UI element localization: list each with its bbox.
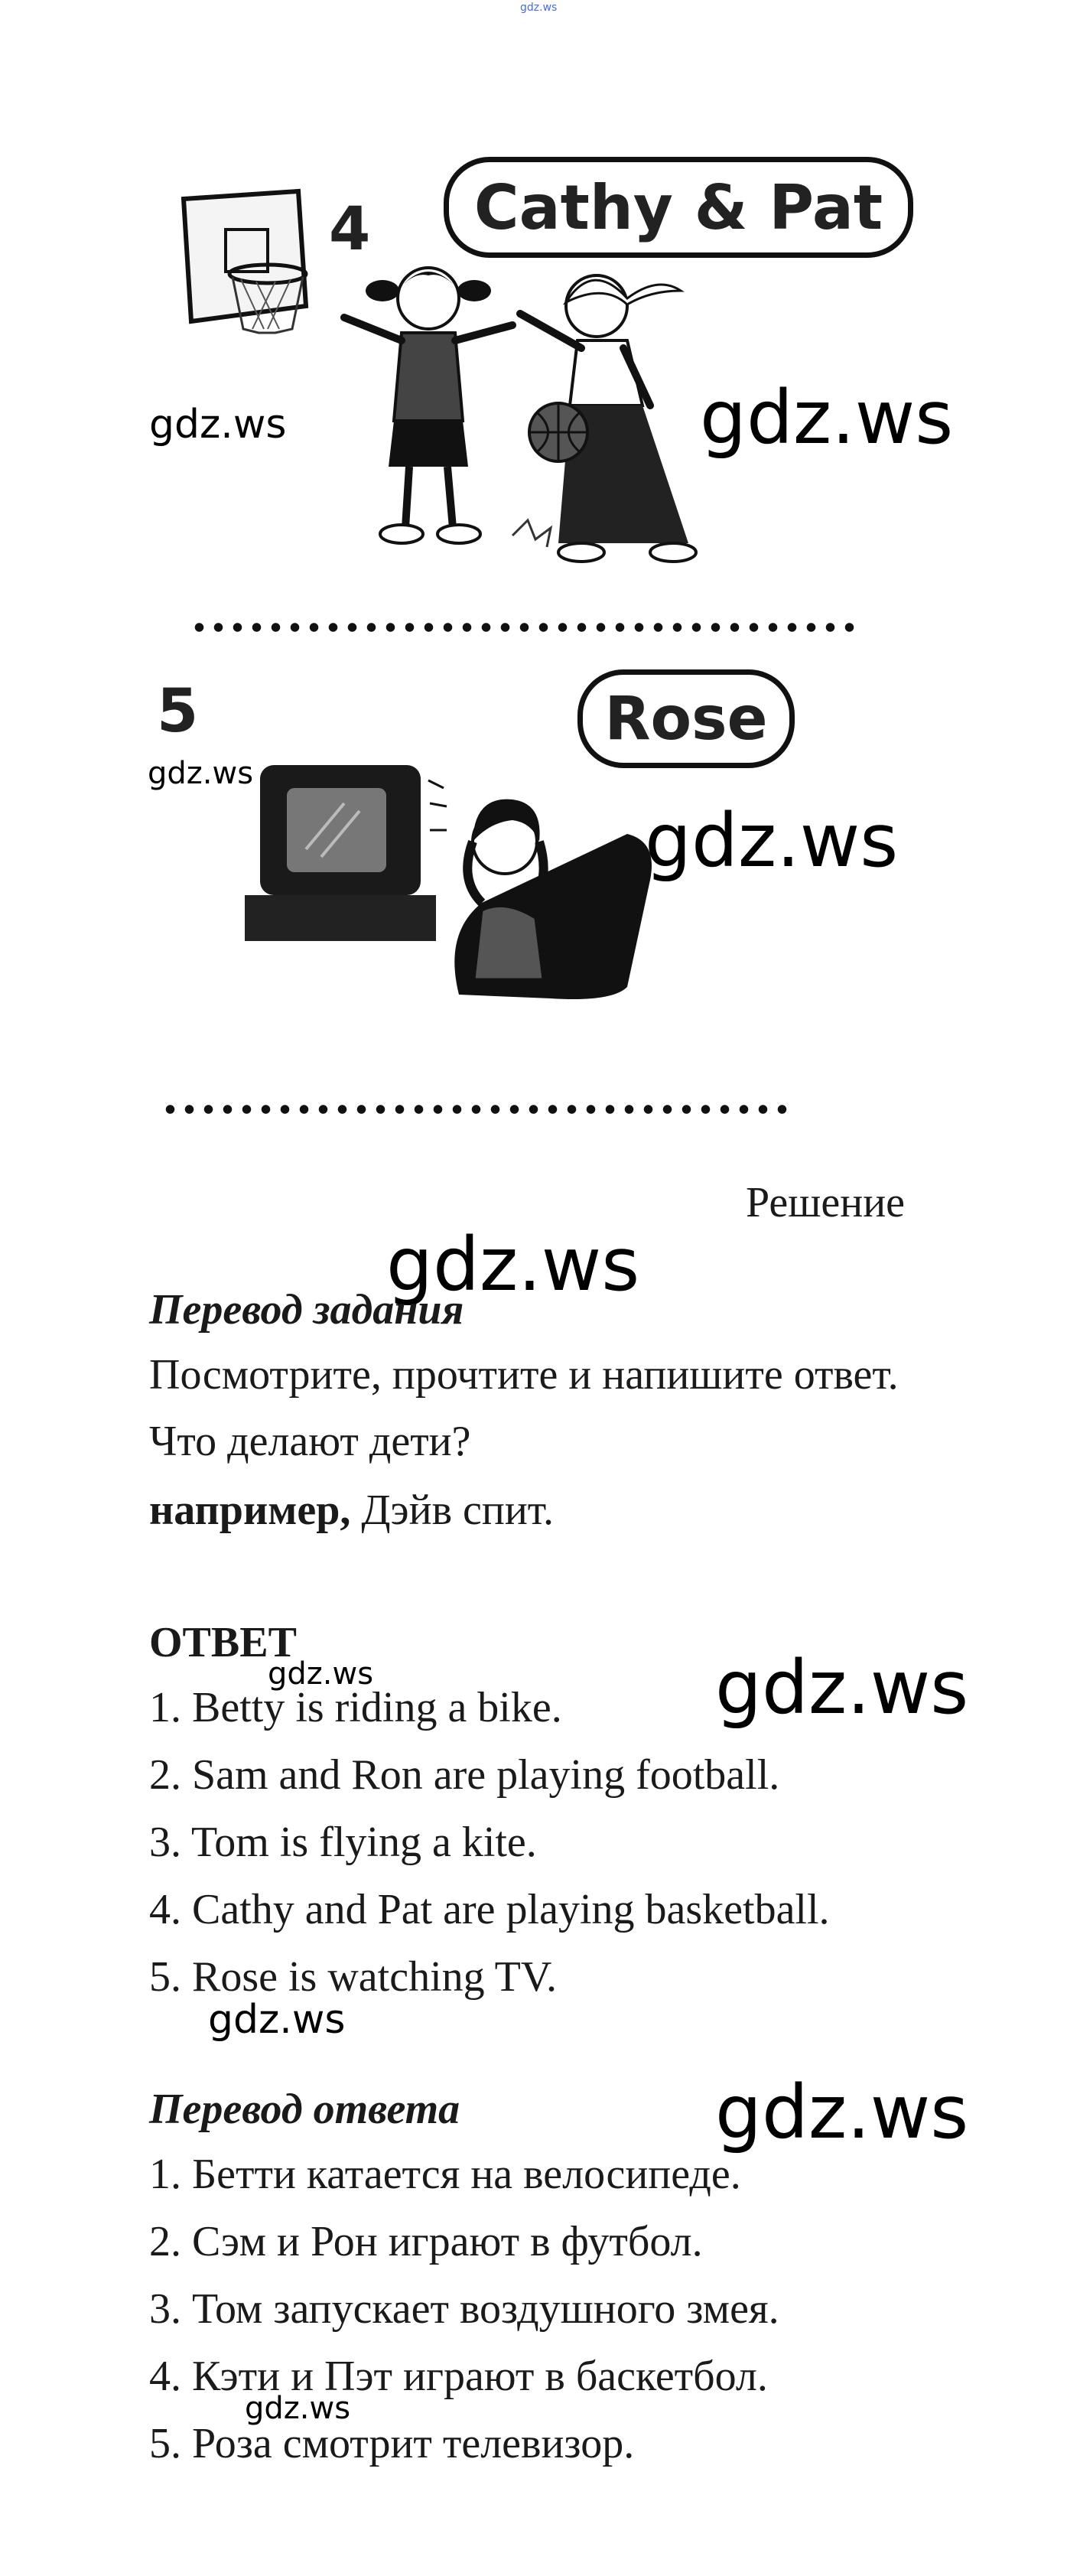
example-text: Дэйв спит.	[350, 1487, 555, 1534]
answer-2: 2. Sam and Ron are playing football.	[149, 1751, 780, 1799]
answer-5: 5. Rose is watching TV.	[149, 1953, 558, 2001]
answer-blank-5	[161, 1104, 795, 1115]
item-4-name: Cathy & Pat	[473, 171, 883, 243]
watermark: gdz.ws	[245, 2391, 351, 2426]
task-example	[149, 1486, 554, 1535]
watermark: gdz.ws	[268, 1656, 374, 1692]
watermark: gdz.ws	[208, 1997, 346, 2043]
task-line-2: Что делают дети?	[149, 1418, 471, 1465]
top-watermark: gdz.ws	[520, 2, 558, 14]
watermark: gdz.ws	[148, 756, 254, 791]
watermark: gdz.ws	[715, 1645, 969, 1731]
answer-translation-1: 1. Бетти катается на велосипеде.	[149, 2151, 741, 2198]
watermark: gdz.ws	[386, 1222, 640, 1308]
answer-heading: ОТВЕТ	[149, 1619, 297, 1666]
answer-3: 3. Tom is flying a kite.	[149, 1819, 537, 1866]
item-4-number: 4	[329, 195, 371, 264]
answer-4: 4. Cathy and Pat are playing basketball.	[149, 1886, 830, 1933]
tv-illustration	[229, 757, 658, 1002]
item-5-number: 5	[157, 677, 199, 746]
answer-translation-4: 4. Кэти и Пэт играют в баскетбол.	[149, 2353, 768, 2400]
answer-translation-heading: Перевод ответа	[149, 2086, 460, 2133]
watermark: gdz.ws	[149, 402, 287, 448]
item-5-name-badge	[577, 669, 795, 768]
watermark: gdz.ws	[700, 375, 954, 461]
solution-label: Решение	[746, 1179, 906, 1226]
answer-blank-4	[190, 622, 855, 633]
answer-translation-2: 2. Сэм и Рон играют в футбол.	[149, 2218, 703, 2265]
task-line-1: Посмотрите, прочтите и напишите ответ.	[149, 1351, 899, 1399]
answer-translation-3: 3. Том запускает воздушного змея.	[149, 2285, 779, 2333]
answer-1: 1. Betty is riding a bike.	[149, 1684, 562, 1731]
example-label: например,	[149, 1487, 351, 1534]
watermark: gdz.ws	[645, 798, 899, 884]
task-translation-heading: Перевод задания	[149, 1286, 464, 1334]
item-5-name: Rose	[604, 684, 768, 754]
item-4-name-badge	[444, 157, 913, 258]
watermark: gdz.ws	[715, 2070, 969, 2155]
answer-translation-5: 5. Роза смотрит телевизор.	[149, 2420, 635, 2467]
